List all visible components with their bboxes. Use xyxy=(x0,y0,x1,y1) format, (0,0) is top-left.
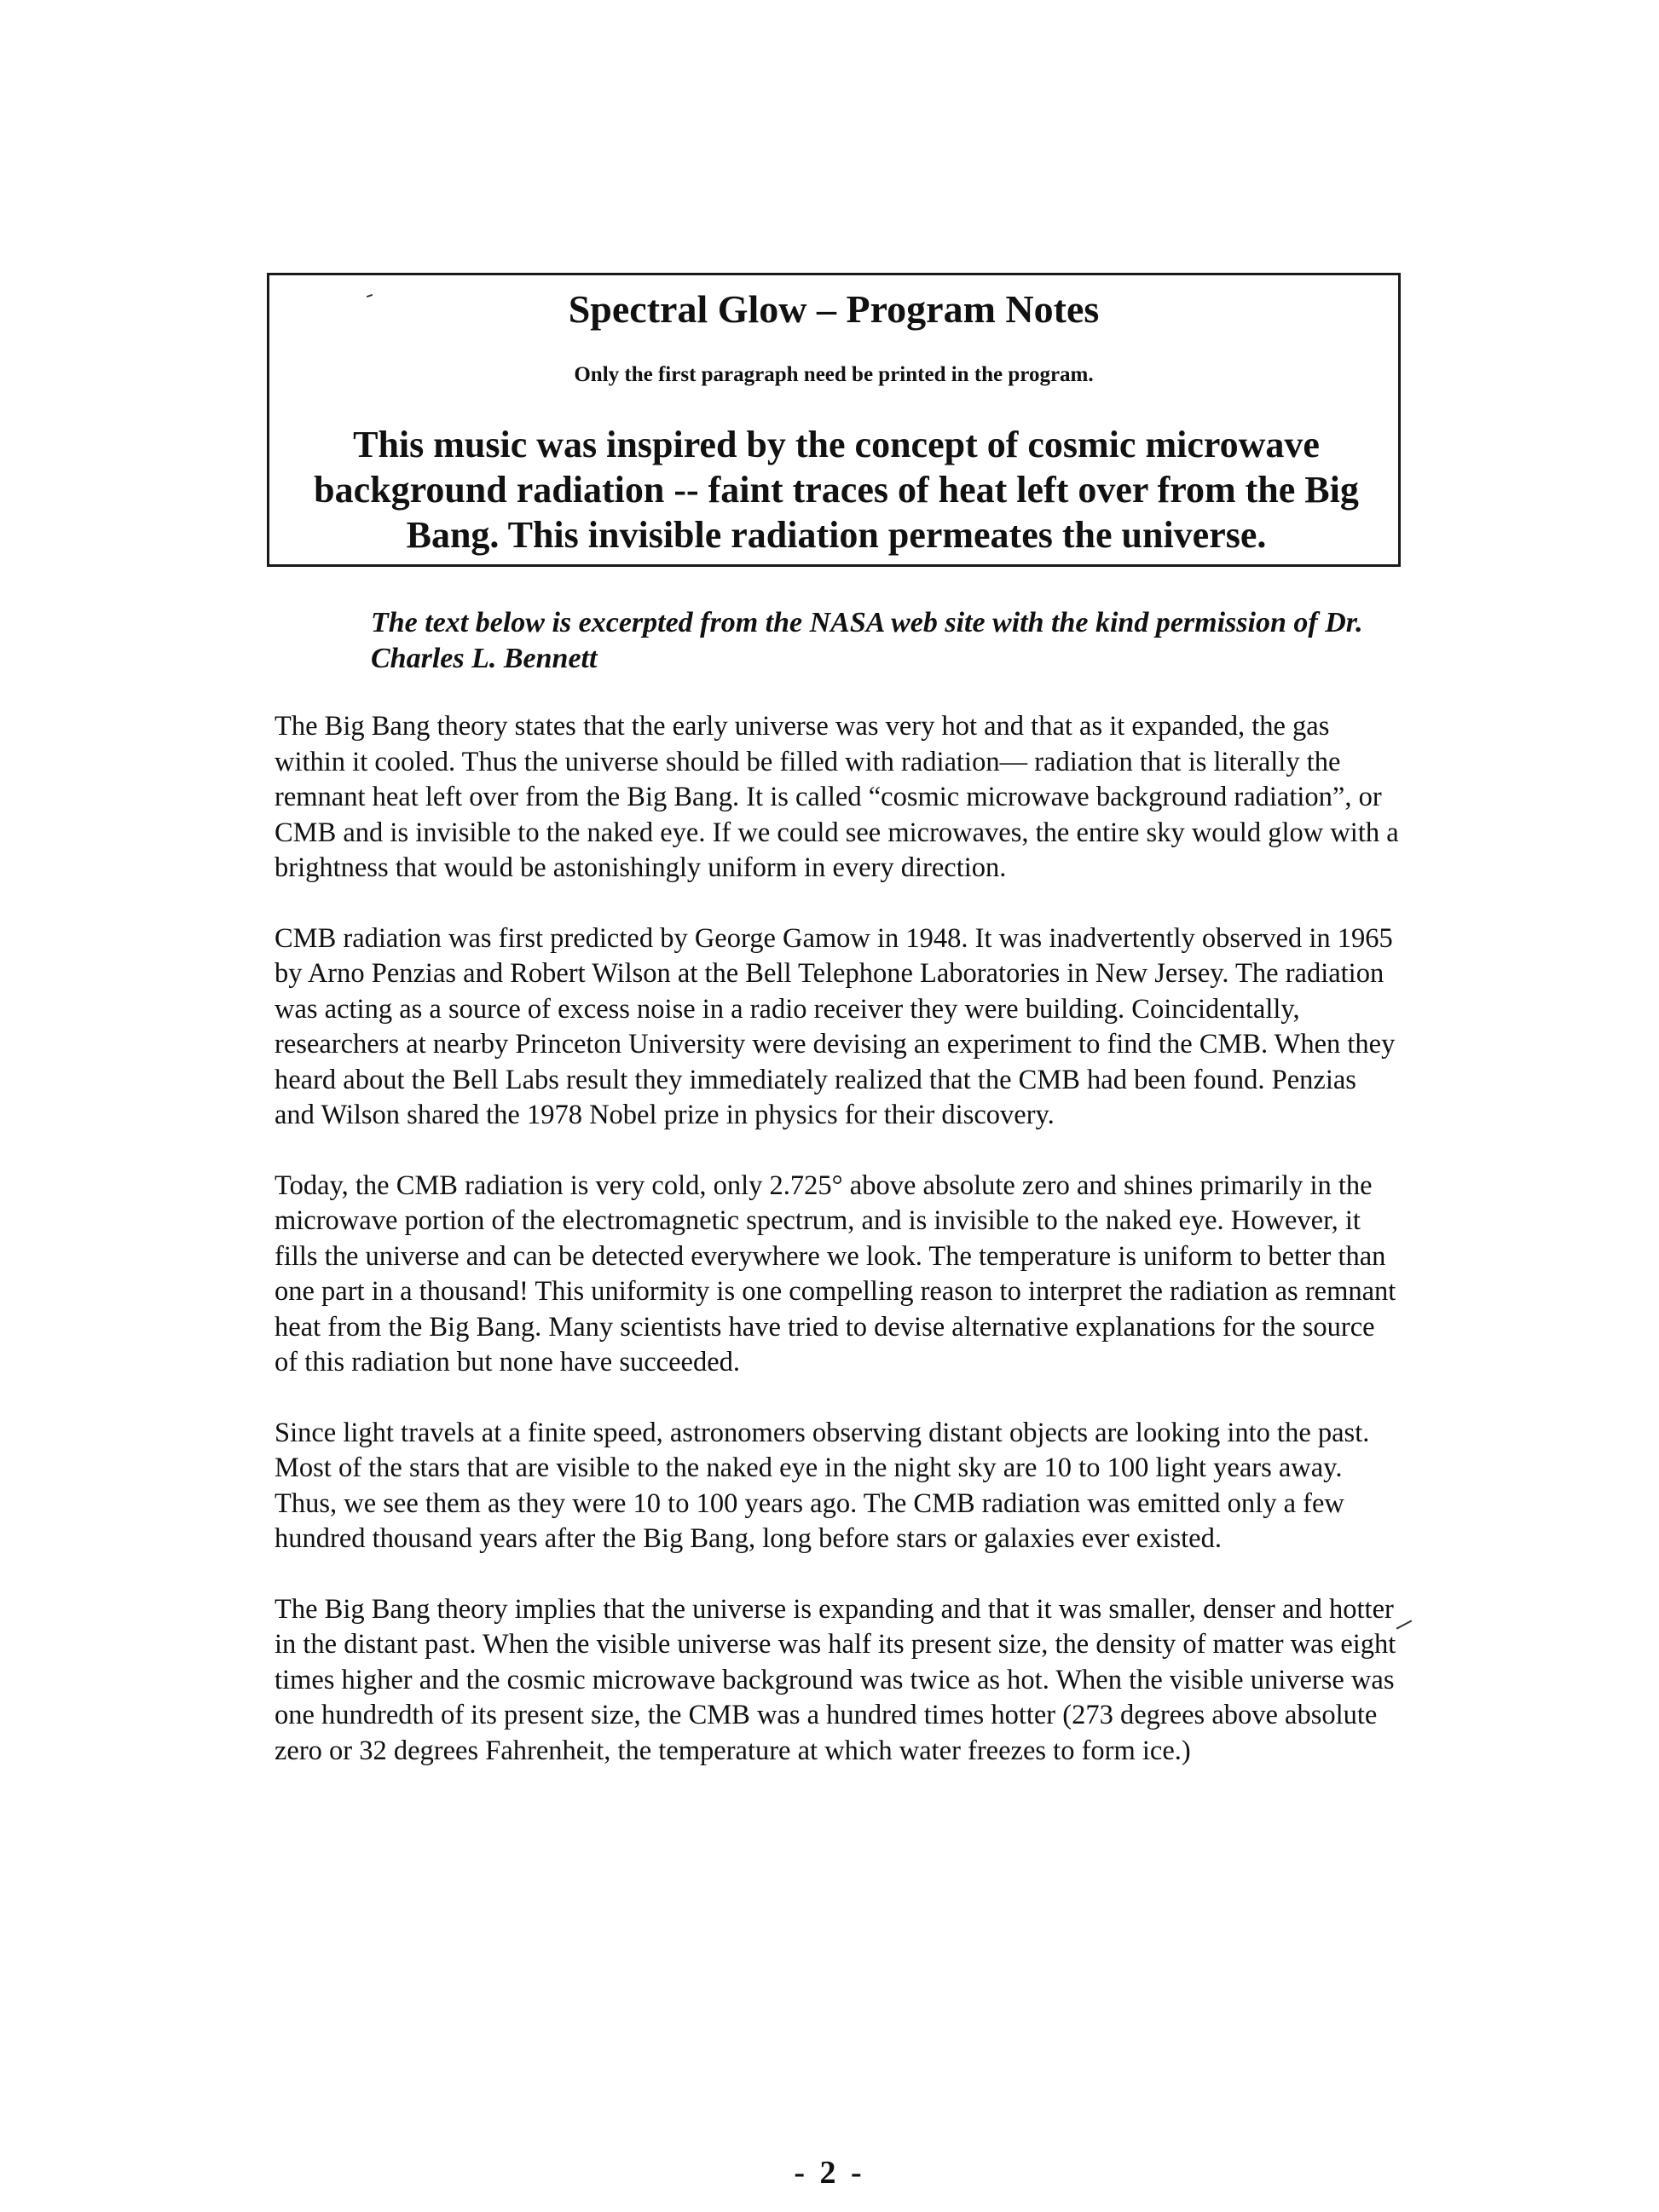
program-notes-title: Spectral Glow – Program Notes xyxy=(568,287,1100,331)
body-text xyxy=(275,709,1400,1804)
source-attribution: The text below is excerpted from the NASA web site with the kind permission of Dr. Charles L. Bennett xyxy=(371,607,1363,674)
program-notes-box xyxy=(267,273,1401,567)
body-paragraph-4: Since light travels at a finite speed, astronomers observing distant objects are looking into the past. Most of the stars that are visible to the naked eye in the night sky are 10 to 100 light years away. Thus, we see them as they were 10 to 100 years ago. The CMB radiation was emitted only a few hundred thousand years after the Big Bang, long before stars or galaxies ever existed. xyxy=(275,1417,1370,1554)
page-number: - 2 - xyxy=(794,2155,865,2191)
program-lead-paragraph: This music was inspired by the concept of cosmic microwave background radiation -- faint traces of heat left over from the Big Bang. This invisible radiation permeates the universe. xyxy=(314,424,1359,556)
print-instruction: Only the first paragraph need be printed in the program. xyxy=(574,363,1094,386)
body-paragraph-1: The Big Bang theory states that the early universe was very hot and that as it expanded, the gas within it cooled. Thus the universe should be filled with radiation— radiation that is literally the remnant heat left over from the Big Bang. It is called “cosmic microwave background radiation”, or CMB and is invisible to the naked eye. If we could see microwaves, the entire sky would glow with a brightness that would be astonishingly uniform in every direction. xyxy=(275,711,1399,883)
body-paragraph-2: CMB radiation was first predicted by George Gamow in 1948. It was inadvertently observed in 1965 by Arno Penzias and Robert Wilson at the Bell Telephone Laboratories in New Jersey. The radiation was acting as a source of excess noise in a radio receiver they were building. Coincidentally, researchers at nearby Princeton University were devising an experiment to find the CMB. When they heard about the Bell Labs result they immediately realized that the CMB had been found. Penzias and Wilson shared the 1978 Nobel prize in physics for their discovery. xyxy=(275,922,1396,1130)
body-paragraph-3: Today, the CMB radiation is very cold, only 2.725° above absolute zero and shines primarily in the microwave portion of the electromagnetic spectrum, and is invisible to the naked eye. However, it fills the universe and can be detected everywhere we look. The temperature is uniform to better than one part in a thousand! This uniformity is one compelling reason to interpret the radiation as remnant heat from the Big Bang. Many scientists have tried to devise alternative explanations for the source of this radiation but none have succeeded. xyxy=(275,1170,1396,1377)
body-paragraph-5: The Big Bang theory implies that the universe is expanding and that it was smaller, denser and hotter in the distant past. When the visible universe was half its present size, the density of matter was eight times higher and the cosmic microwave background was twice as hot. When the visible universe was one hundredth of its present size, the CMB was a hundred times hotter (273 degrees above absolute zero or 32 degrees Fahrenheit, the temperature at which water freezes to form ice.) xyxy=(275,1593,1396,1766)
